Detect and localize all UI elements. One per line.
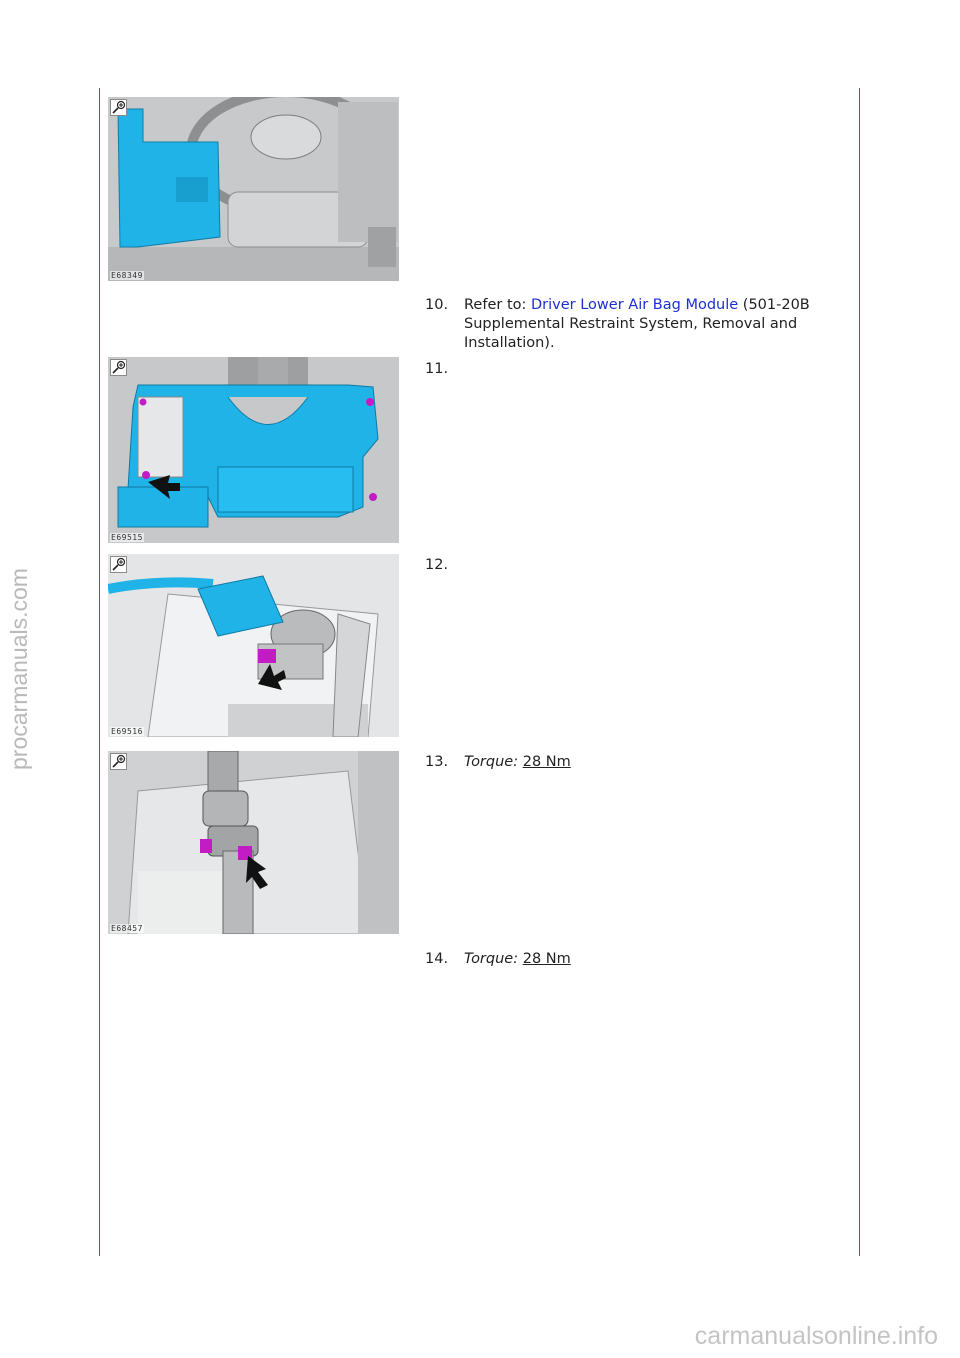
zoom-magnifier-icon[interactable] [110,359,127,376]
knee-bolster-illustration [108,357,399,543]
step-number: 13. [425,754,449,770]
right-margin-rule [859,88,860,1256]
figure-knee-bolster[interactable] [108,357,399,543]
torque-label: Torque: [464,754,519,770]
figure-code: E69515 [111,533,143,542]
torque-value: 28 Nm [522,951,571,967]
connector-illustration [108,554,399,737]
zoom-magnifier-icon[interactable] [110,99,127,116]
side-watermark: procarmanuals.com [6,568,32,770]
refer-prefix: Refer to: [464,297,531,313]
bottom-watermark: carmanualsonline.info [694,1322,938,1350]
figure-steering-column-joint[interactable] [108,751,399,934]
driver-lower-air-bag-module-link[interactable]: Driver Lower Air Bag Module [531,297,739,313]
zoom-magnifier-icon[interactable] [110,753,127,770]
figure-code: E68457 [111,924,143,933]
step-number: 14. [425,951,449,967]
step-10 [425,296,845,353]
steering-joint-illustration [108,751,399,934]
step-number: 10. [425,297,449,313]
step-number: 11. [425,361,449,377]
step-number: 12. [425,557,449,573]
step-13 [425,753,845,772]
figure-dashboard-lower-panel[interactable] [108,97,399,281]
left-margin-rule [99,88,100,1256]
figure-code: E68349 [111,271,143,280]
torque-label: Torque: [464,951,519,967]
figure-code: E69516 [111,727,143,736]
step-text [464,296,845,353]
torque-value: 28 Nm [522,754,571,770]
torque-spec [464,950,845,969]
step-14 [425,950,845,969]
zoom-magnifier-icon[interactable] [110,556,127,573]
figure-connector[interactable] [108,554,399,737]
refer-suffix: (501-20B Supplemental Restraint System, Removal and Installation). [464,297,810,351]
dashboard-illustration [108,97,399,281]
torque-spec [464,753,845,772]
